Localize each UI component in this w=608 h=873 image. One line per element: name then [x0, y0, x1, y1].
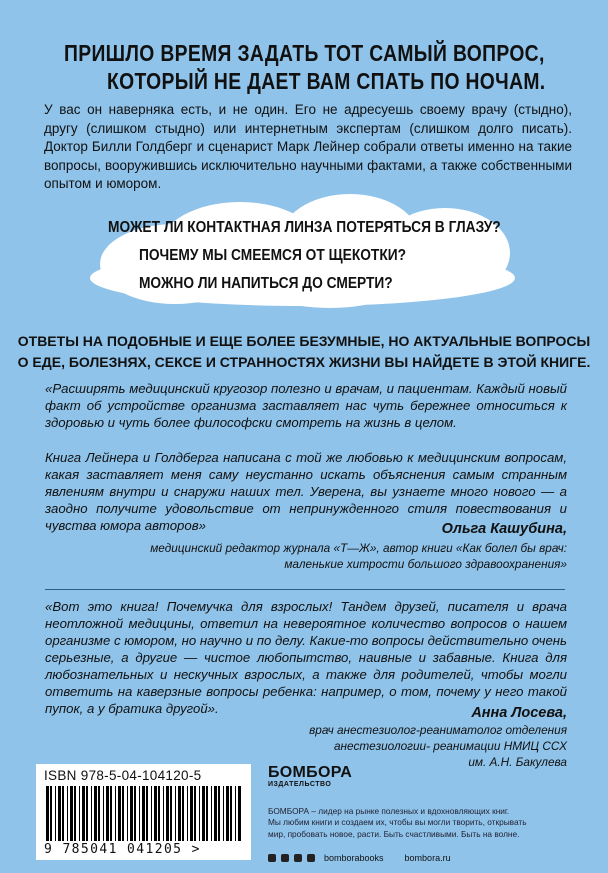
quote-1-credit-line-2: маленькие хитрости большого здравоохранения»	[284, 557, 567, 571]
barcode-bar	[106, 786, 109, 841]
publisher-logo	[268, 764, 352, 788]
barcode-bar	[151, 786, 152, 841]
section-divider	[45, 589, 565, 590]
barcode-bar	[79, 786, 80, 841]
cloud-question-3: МОЖНО ЛИ НАПИТЬСЯ ДО СМЕРТИ?	[138, 275, 393, 292]
youtube-icon	[307, 854, 315, 862]
isbn-block	[36, 764, 251, 860]
barcode-bar	[223, 786, 224, 841]
barcode-bar	[91, 786, 92, 841]
quote-2-credit-line-2: анестезиологии- реанимации НМИЦ ССХ	[333, 739, 567, 753]
quote-2-credit-line-1: врач анестезиолог-реаниматолог отделения	[309, 723, 567, 737]
headline-line-1: ПРИШЛО ВРЕМЯ ЗАДАТЬ ТОТ САМЫЙ ВОПРОС,	[64, 40, 545, 66]
barcode-bar	[211, 786, 212, 841]
barcode-bar	[230, 786, 232, 841]
barcode-bar	[158, 786, 160, 841]
barcode-bar	[206, 786, 208, 841]
answers-line-2: О ЕДЕ, БОЛЕЗНЯХ, СЕКСЕ И СТРАННОСТЯХ ЖИЗНИ ВЫ НАЙДЕТЕ В ЭТОЙ КНИГЕ.	[17, 354, 591, 370]
quote-2-author: Анна Лосева,	[471, 705, 567, 721]
barcode-bar	[187, 786, 188, 841]
publisher-line-2: Мы любим книги и создаем их, чтобы вы могли творить, открывать	[268, 817, 527, 828]
barcode-bar	[235, 786, 236, 841]
barcode	[44, 786, 244, 841]
barcode-bar	[202, 786, 205, 841]
quote-2-text: «Вот это книга! Почемучка для взрослых! Тандем друзей, писателя и врача неотложной медицины, ответил на невероятное количество вопросов о нашем организме с юмором, но научно и по делу. Какие-то вопросы действительно очень серьезные, а другие — чистое любопытство, наивные и забавные. Книга для любознательных и нескучных взрослых, а также для родителей, чтобы могли ответить на каверзные вопросы ребенка: например, о том, почему у него такой пупок, а у братика другой».	[45, 599, 567, 716]
intro-paragraph: У вас он наверняка есть, и не один. Его не адресуешь своему врачу (стыдно), другу (слишком стыдно) или интернетным экспертам (слишком долго писать). Доктор Билли Голдберг и сценарист Марк Лейнер собрали ответы именно на такие вопросы, вооружившись исключительно научными фактами, а также собственными опытом и юмором.	[44, 102, 572, 192]
publisher-social	[268, 853, 451, 863]
facebook-icon	[268, 854, 276, 862]
barcode-bar	[70, 786, 73, 841]
barcode-bar	[62, 786, 64, 841]
barcode-bar	[139, 786, 140, 841]
cloud-question-1: МОЖЕТ ЛИ КОНТАКТНАЯ ЛИНЗА ПОТЕРЯТЬСЯ В ГЛАЗУ?	[108, 219, 501, 236]
barcode-bar	[154, 786, 157, 841]
publisher-description	[268, 806, 568, 840]
barcode-bar	[110, 786, 112, 841]
headline-line-2: КОТОРЫЙ НЕ ДАЕТ ВАМ СПАТЬ ПО НОЧАМ.	[107, 68, 546, 94]
barcode-bar	[86, 786, 88, 841]
barcode-bar	[218, 786, 220, 841]
barcode-bar	[190, 786, 193, 841]
barcode-bar	[94, 786, 97, 841]
cloud-questions	[108, 214, 508, 298]
vk-icon	[281, 854, 289, 862]
barcode-bar	[122, 786, 124, 841]
barcode-bar	[214, 786, 217, 841]
barcode-bar	[238, 786, 241, 841]
barcode-bar	[178, 786, 181, 841]
barcode-bar	[170, 786, 172, 841]
barcode-bar	[82, 786, 85, 841]
barcode-bar	[55, 786, 56, 841]
barcode-bar	[146, 786, 148, 841]
answers-line-1: ОТВЕТЫ НА ПОДОБНЫЕ И ЕЩЕ БОЛЕЕ БЕЗУМНЫЕ, НО АКТУАЛЬНЫЕ ВОПРОСЫ	[17, 333, 591, 349]
quote-1-paragraph-1: «Расширять медицинский кругозор полезно и врачам, и пациентам. Каждый новый факт об устройстве организма заставляет нас чуть бережнее относиться к здоровью и чуть более философски смотреть на жизнь в целом.	[45, 381, 567, 430]
instagram-icon	[294, 854, 302, 862]
barcode-bar	[175, 786, 176, 841]
barcode-bar	[50, 786, 52, 841]
quote-1-credit	[87, 540, 567, 572]
barcode-bar	[226, 786, 229, 841]
barcode-bar	[199, 786, 200, 841]
barcode-bar	[103, 786, 104, 841]
barcode-bar	[194, 786, 196, 841]
quote-2-credit-line-3: им. А.Н. Бакулева	[468, 755, 567, 769]
cloud-question-2: ПОЧЕМУ МЫ СМЕЕМСЯ ОТ ЩЕКОТКИ?	[138, 247, 407, 264]
isbn-digits: 9 785041 041205 >	[44, 842, 201, 857]
barcode-bar	[166, 786, 169, 841]
barcode-bar	[142, 786, 145, 841]
barcode-bar	[134, 786, 136, 841]
quote-1-author: Ольга Кашубина,	[441, 521, 567, 537]
publisher-site: bombora.ru	[404, 853, 451, 863]
publisher-logo-text: БОМБОРА	[268, 764, 353, 781]
barcode-bar	[115, 786, 116, 841]
barcode-bar	[163, 786, 164, 841]
barcode-bar	[46, 786, 49, 841]
barcode-bar	[74, 786, 76, 841]
barcode-bar	[127, 786, 128, 841]
social-handle: bomborabooks	[324, 853, 384, 863]
publisher-line-3: мир, пробовать новое, расти. Быть счастливыми. Быть на волне.	[268, 828, 520, 839]
barcode-bar	[182, 786, 184, 841]
quote-2-credit	[267, 722, 567, 770]
barcode-bar	[118, 786, 121, 841]
isbn-label: ISBN 978-5-04-104120-5	[44, 768, 202, 783]
publisher-logo-subtitle: ИЗДАТЕЛЬСТВО	[268, 781, 332, 788]
quote-1-credit-line-1: медицинский редактор журнала «Т—Ж», автор книги «Как болел бы врач:	[150, 541, 567, 555]
barcode-bar	[58, 786, 61, 841]
quote-1-paragraph-2: Книга Лейнера и Голдберга написана с той же любовью к медицинским вопросам, какая заставляет меня саму неустанно искать объяснения самым странным явлениям внутри и снаружи наших тел. Уверена, вы узнаете много нового — а заодно получите удовольствие от непринужденного стиля повествования и чувства юмора авторов»	[45, 450, 567, 533]
barcode-bar	[98, 786, 100, 841]
barcode-bar	[67, 786, 68, 841]
publisher-line-1: БОМБОРА – лидер на рынке полезных и вдохновляющих книг.	[268, 806, 510, 816]
barcode-bar	[130, 786, 133, 841]
